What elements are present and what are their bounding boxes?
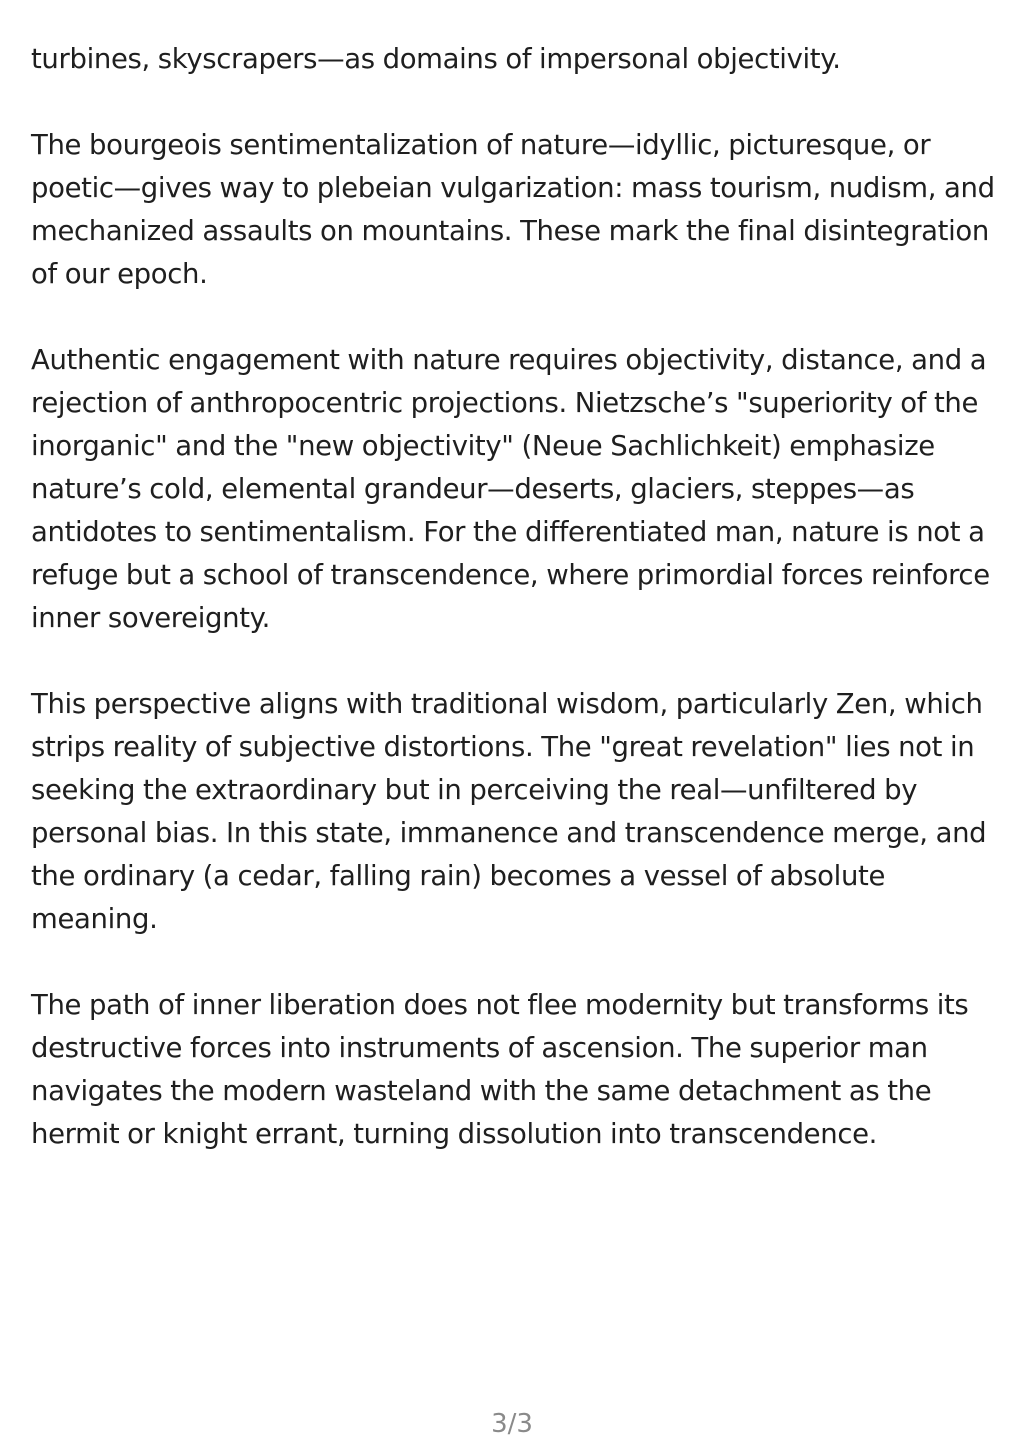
paragraph-2: The bourgeois sentimentalization of nature—idyllic, picturesque, or poetic—gives way to plebeian vulgarization: mass tourism, nudism, and mechanized assaults on mountains. These mark the final disintegration of our epoch. [31,129,995,290]
page-body [31,38,999,1199]
page-number: 3/3 [491,1409,533,1439]
paragraph-5: The path of inner liberation does not flee modernity but transforms its destructive forces into instruments of ascension. The superior man navigates the modern wasteland with the same detachment as the hermit or knight errant, turning dissolution into transcendence. [31,989,969,1150]
paragraph-3: Authentic engagement with nature requires objectivity, distance, and a rejection of anthropocentric projections. Nietzsche’s "superiority of the inorganic" and the "new objectivity" (Neue Sachlichkeit) emphasize nature’s cold, elemental grandeur—deserts, glaciers, steppes—as antidotes to sentimentalism. For the differentiated man, nature is not a refuge but a school of transcendence, where primordial forces reinforce inner sovereignty. [31,344,990,634]
paragraph-4: This perspective aligns with traditional wisdom, particularly Zen, which strips reality of subjective distortions. The "great revelation" lies not in seeking the extraordinary but in perceiving the real—unfiltered by personal bias. In this state, immanence and transcendence merge, and the ordinary (a cedar, falling rain) becomes a vessel of absolute meaning. [31,688,987,935]
paragraph-1: turbines, skyscrapers—as domains of impersonal objectivity. [31,43,841,75]
